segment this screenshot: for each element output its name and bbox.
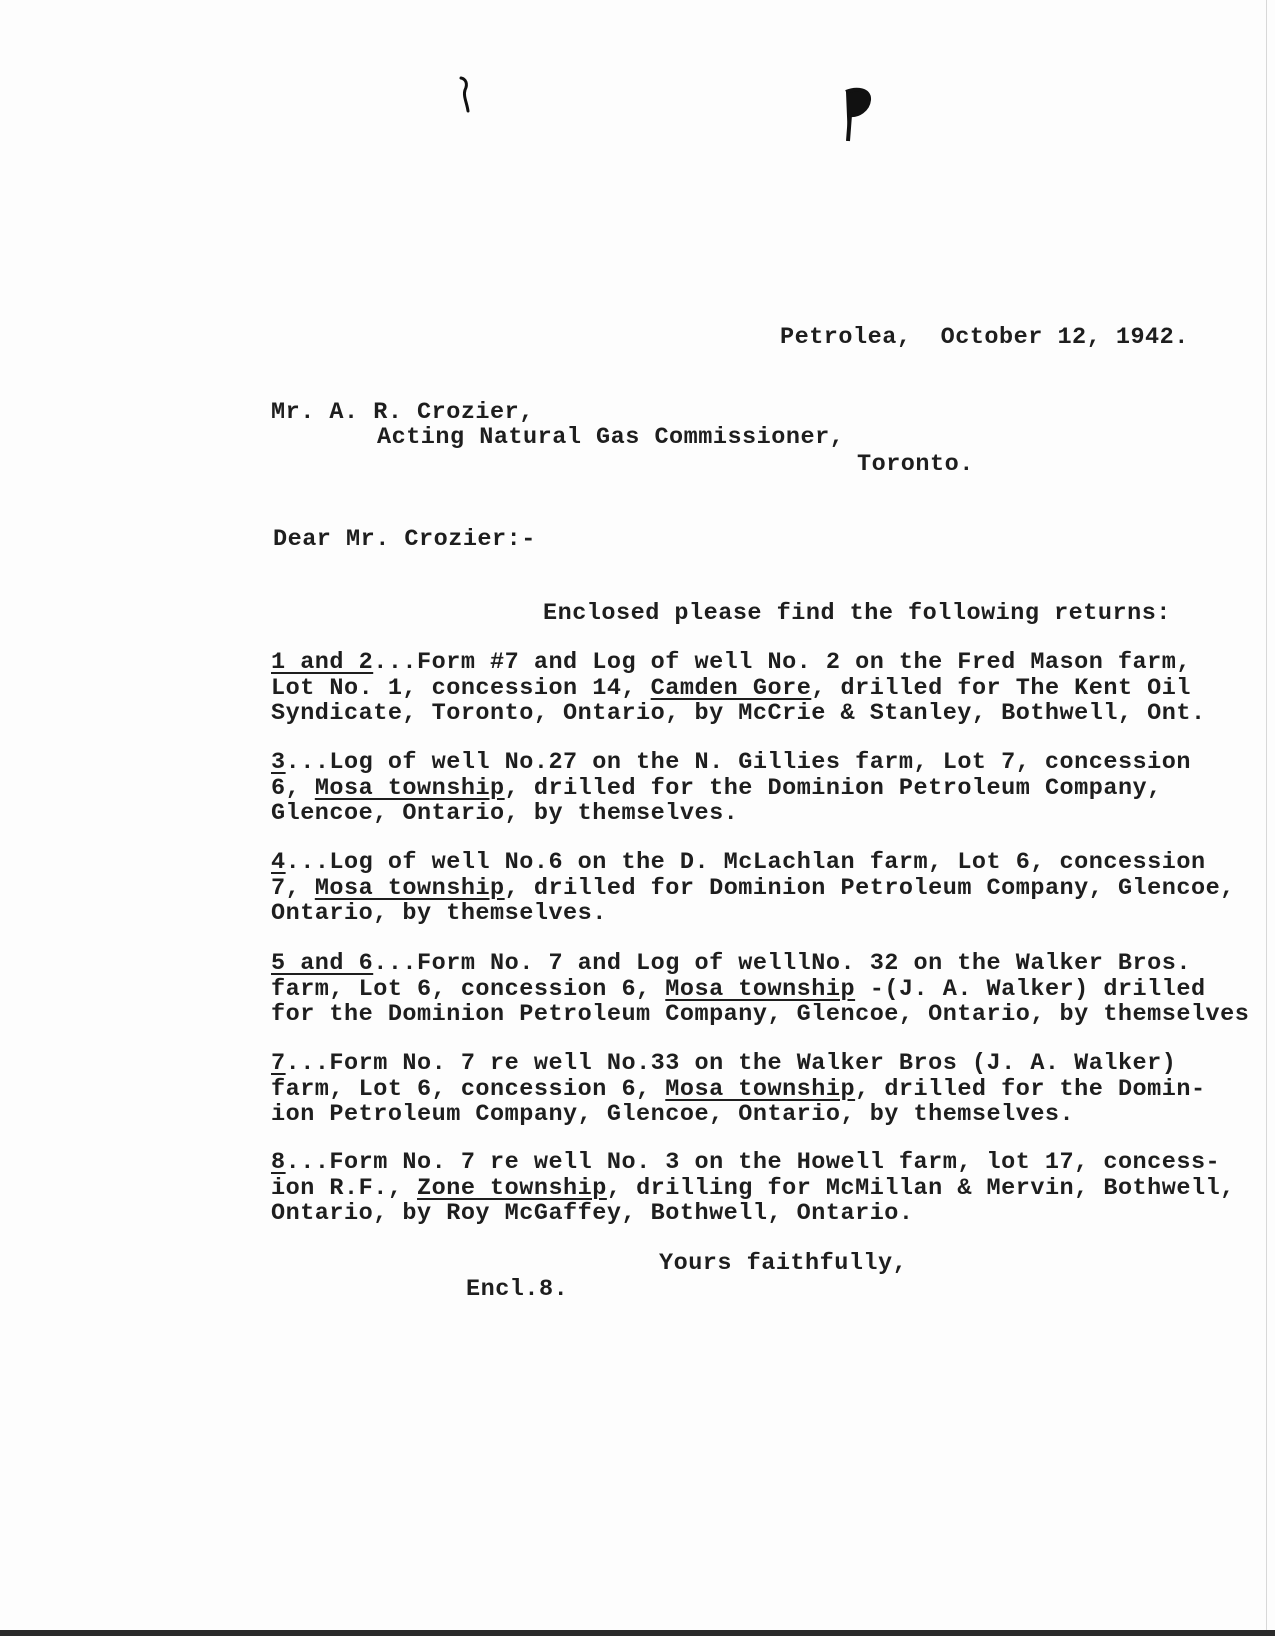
item-text: Lot No. 1, concession 14, xyxy=(271,674,651,702)
return-item-4-line-1 xyxy=(271,951,1191,977)
item-text: , drilled for the Dominion Petroleum Company, xyxy=(504,774,1162,802)
item-number: 8 xyxy=(271,1149,286,1176)
recipient-city: Toronto. xyxy=(857,451,974,478)
return-item-2-line-2 xyxy=(271,776,1162,802)
item-text: farm, Lot 6, concession 6, xyxy=(271,975,666,1003)
return-item-3-line-2 xyxy=(271,876,1235,902)
return-item-6-line-1 xyxy=(271,1150,1220,1176)
enclosure-note: Encl.8. xyxy=(466,1276,569,1303)
recipient-name: Mr. A. R. Crozier, xyxy=(271,399,534,426)
recipient-title: Acting Natural Gas Commissioner, xyxy=(377,424,845,451)
item-number: 5 and 6 xyxy=(271,950,374,977)
item-number: 1 and 2 xyxy=(271,649,374,676)
item-number: 4 xyxy=(271,849,286,876)
return-item-4-line-2 xyxy=(271,977,1206,1003)
township-name: Mosa township xyxy=(665,975,856,1003)
item-text: ...Form No. 7 and Log of welllNo. 32 on the Walker Bros. xyxy=(373,950,1191,977)
township-name: Mosa township xyxy=(665,1075,856,1103)
return-item-1-line-2 xyxy=(271,676,1191,702)
township-name: Mosa township xyxy=(314,874,505,902)
return-item-4-line-3: for the Dominion Petroleum Company, Glencoe, Ontario, by themselves xyxy=(271,1001,1250,1028)
item-text: 6, xyxy=(271,774,315,802)
township-name: Zone township xyxy=(417,1174,607,1202)
return-item-3-line-3: Ontario, by themselves. xyxy=(271,900,607,927)
return-item-6-line-2 xyxy=(271,1176,1235,1202)
return-item-3-line-1 xyxy=(271,850,1206,876)
return-item-1-line-3: Syndicate, Toronto, Ontario, by McCrie & Stanley, Bothwell, Ont. xyxy=(271,700,1206,727)
item-text: , drilling for McMillan & Mervin, Bothwell, xyxy=(606,1174,1235,1202)
return-item-2-line-3: Glencoe, Ontario, by themselves. xyxy=(271,800,739,827)
page-edge-bottom xyxy=(0,1630,1275,1636)
item-text: 7, xyxy=(271,874,315,902)
dateline: Petrolea, October 12, 1942. xyxy=(780,324,1189,351)
item-text: farm, Lot 6, concession 6, xyxy=(271,1075,666,1103)
township-name: Camden Gore xyxy=(650,674,812,702)
item-text: ...Log of well No.6 on the D. McLachlan farm, Lot 6, concession xyxy=(285,849,1206,876)
item-text: , drilled for The Kent Oil xyxy=(811,674,1191,702)
item-text: , drilled for the Domin- xyxy=(855,1075,1206,1103)
return-item-5-line-3: ion Petroleum Company, Glencoe, Ontario, by themselves. xyxy=(271,1101,1075,1128)
return-item-6-line-3: Ontario, by Roy McGaffey, Bothwell, Ontario. xyxy=(271,1200,914,1227)
ink-mark-left xyxy=(458,76,474,114)
item-text: ...Form #7 and Log of well No. 2 on the Fred Mason farm, xyxy=(373,649,1191,676)
item-text: ...Log of well No.27 on the N. Gillies farm, Lot 7, concession xyxy=(285,749,1191,776)
item-text: ...Form No. 7 re well No.33 on the Walker Bros (J. A. Walker) xyxy=(285,1050,1177,1077)
township-name: Mosa township xyxy=(314,774,505,802)
item-text: , drilled for Dominion Petroleum Company, Glencoe, xyxy=(504,874,1235,902)
item-text: -(J. A. Walker) drilled xyxy=(855,975,1206,1003)
return-item-5-line-2 xyxy=(271,1077,1206,1103)
closing: Yours faithfully, xyxy=(659,1250,908,1277)
ink-mark-right xyxy=(840,86,874,144)
return-item-5-line-1 xyxy=(271,1051,1176,1077)
page-edge-right xyxy=(1266,0,1267,1636)
item-text: ion R.F., xyxy=(271,1174,418,1202)
salutation: Dear Mr. Crozier:- xyxy=(273,526,536,553)
return-item-2-line-1 xyxy=(271,750,1191,776)
item-number: 7 xyxy=(271,1050,286,1077)
return-item-1-line-1 xyxy=(271,650,1191,676)
intro-line: Enclosed please find the following returns: xyxy=(543,600,1171,627)
item-number: 3 xyxy=(271,749,286,776)
item-text: ...Form No. 7 re well No. 3 on the Howell farm, lot 17, concess- xyxy=(285,1149,1221,1176)
